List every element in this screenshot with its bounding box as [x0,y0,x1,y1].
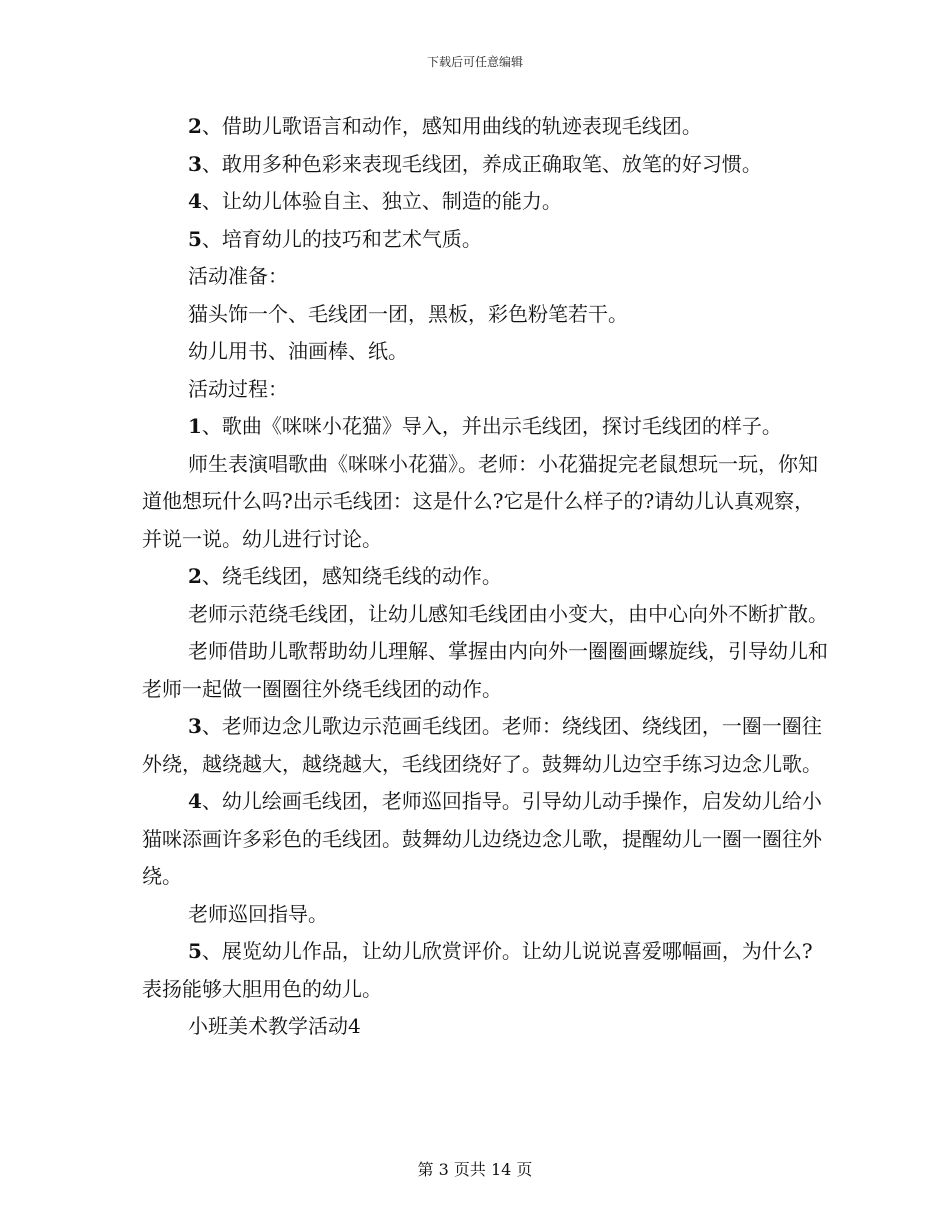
paragraph-text: 活动准备： [188,264,288,288]
paragraph-text: 、敢用多种色彩来表现毛线团，养成正确取笔、放笔的好习惯。 [201,151,762,176]
paragraph-text: 幼儿用书、油画棒、纸。 [188,339,408,363]
section-heading [142,1008,832,1046]
paragraph-text: 、幼儿绘画毛线团，老师巡回指导。引导幼儿动手操作，启发幼儿给小猫咪添画许多彩色的毛线团。鼓舞幼儿边绕边念儿歌，提醒幼儿一圈一圈往外绕。 [142,789,822,888]
paragraph-text: 、展览幼儿作品，让幼儿欣赏评价。让幼儿说说喜爱哪幅画，为什么?表扬能够大胆用色的幼儿。 [142,939,813,1001]
paragraph [142,446,832,559]
paragraph-text: 、歌曲《咪咪小花猫》导入，并出示毛线团，探讨毛线团的样子。 [201,414,782,438]
page-number: 第 3 页共 14 页 [417,1160,533,1179]
paragraph-text: 、借助儿歌语言和动作，感知用曲线的轨迹表现毛线团。 [201,114,702,138]
item-number: 5 [188,226,202,251]
item-number: 2 [188,114,202,138]
paragraph [142,221,832,259]
paragraph-text: 老师示范绕毛线团，让幼儿感知毛线团由小变大，由中心向外不断扩散。 [188,601,828,626]
document-body [142,108,832,1046]
paragraph-text: 小班美术教学活动4 [188,1014,361,1038]
paragraph [142,896,832,934]
paragraph-text: 老师巡回指导。 [188,901,328,926]
paragraph-text: 师生表演唱歌曲《咪咪小花猫》。老师：小花猫捉完老鼠想玩一玩，你知道他想玩什么吗?出示毛线团：这是什么?它是什么样子的?请幼儿认真观察，并说一说。幼儿进行讨论。 [142,451,818,551]
paragraph [142,708,832,783]
paragraph [142,296,832,334]
paragraph-text: 、让幼儿体验自主、独立、制造的能力。 [201,189,562,213]
paragraph [142,783,832,896]
item-number: 3 [188,714,202,738]
page-header: 下载后可任意编辑 [426,55,523,69]
item-number: 3 [188,151,202,176]
paragraph-text: 活动过程： [188,376,288,401]
paragraph [142,408,832,446]
paragraph [142,596,832,634]
section-heading [142,371,832,409]
paragraph-text: 、老师边念儿歌边示范画毛线团。老师：绕线团、绕线团，一圈一圈往外绕，越绕越大，越绕越大，毛线团绕好了。鼓舞幼儿边空手练习边念儿歌。 [142,714,822,776]
item-number: 4 [188,789,202,813]
paragraph-text: 猫头饰一个、毛线团一团，黑板，彩色粉笔若干。 [188,301,628,326]
paragraph [142,108,832,146]
item-number: 4 [188,189,202,213]
paragraph [142,933,832,1008]
item-number: 5 [188,939,202,963]
paragraph-text: 、绕毛线团，感知绕毛线的动作。 [201,564,502,588]
item-number: 1 [188,414,202,438]
paragraph [142,146,832,184]
paragraph [142,558,832,596]
paragraph-text: 老师借助儿歌帮助幼儿理解、掌握由内向外一圈圈画螺旋线，引导幼儿和老师一起做一圈圈往外绕毛线团的动作。 [142,639,828,701]
paragraph [142,333,832,371]
section-heading [142,258,832,296]
paragraph [142,633,832,708]
paragraph-text: 、培育幼儿的技巧和艺术气质。 [201,226,482,251]
item-number: 2 [188,564,202,588]
paragraph [142,183,832,221]
